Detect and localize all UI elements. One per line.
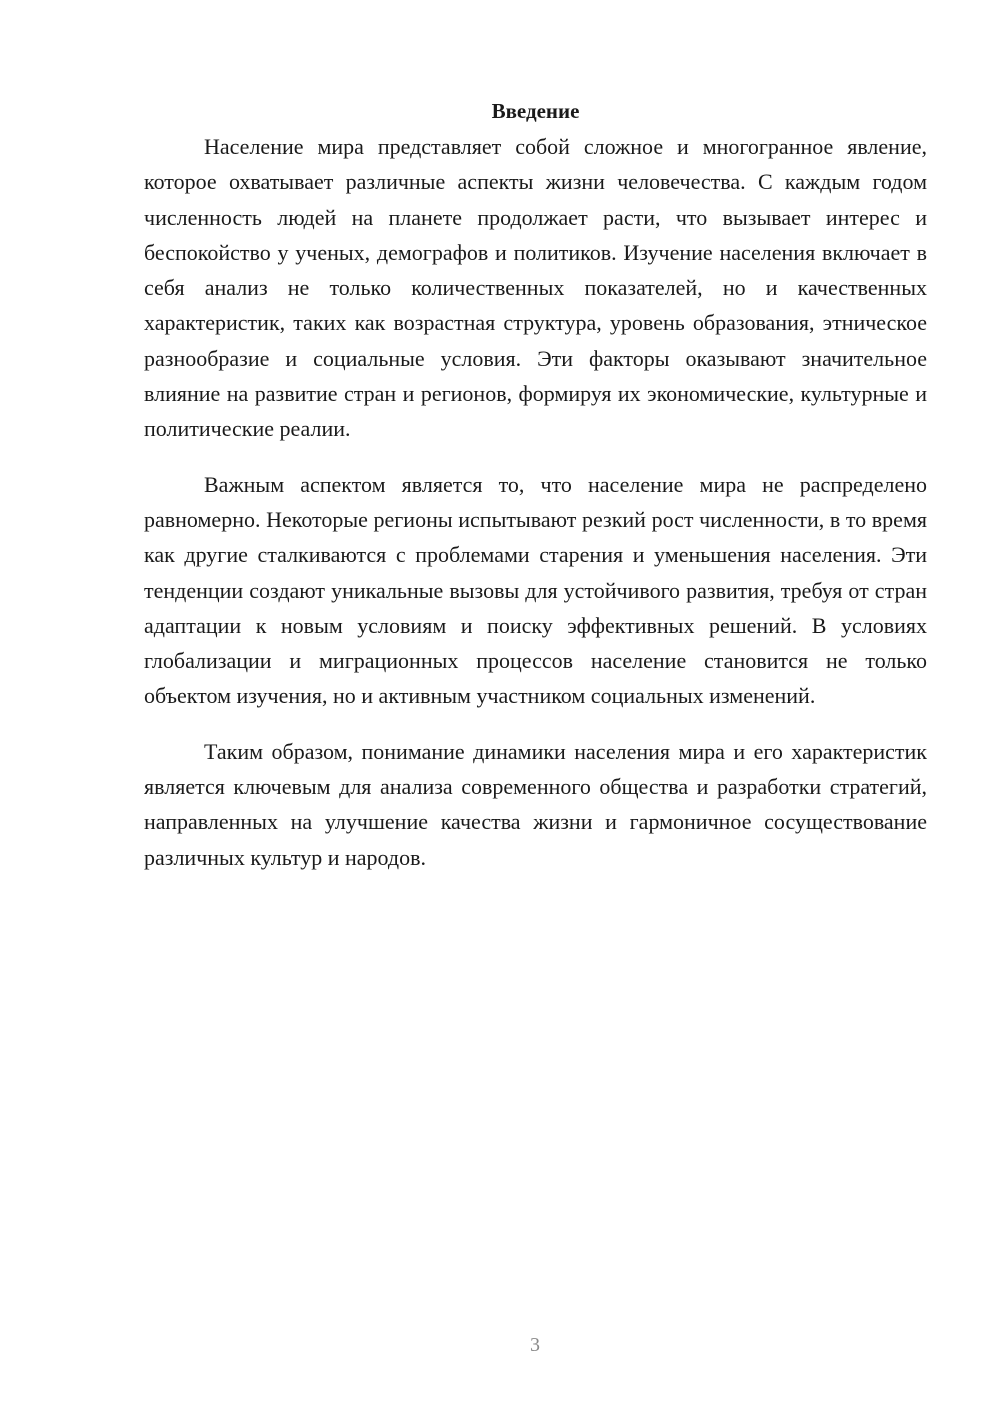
paragraph-3: Таким образом, понимание динамики населения мира и его характеристик является ключевым для анализа современного общества и разработки стратегий, направленных на улучшение качества жизни и гармоничное сосуществование различных культур и народов. xyxy=(144,738,927,870)
page-number: 3 xyxy=(530,1334,540,1356)
document-body xyxy=(144,94,927,875)
section-heading: Введение xyxy=(491,99,580,123)
paragraph-1: Население мира представляет собой сложное и многогранное явление, которое охватывает различные аспекты жизни человечества. С каждым годом численность людей на планете продолжает расти, что вызывает интерес и беспокойство у ученых, демографов и политиков. Изучение населения включает в себя анализ не только количественных показателей, но и качественных характеристик, таких как возрастная структура, уровень образования, этническое разнообразие и социальные условия. Эти факторы оказывают значительное влияние на развитие стран и регионов, формируя их экономические, культурные и политические реалии. xyxy=(144,134,927,442)
paragraph-2: Важным аспектом является то, что население мира не распределено равномерно. Некоторые регионы испытывают резкий рост численности, в то время как другие сталкиваются с проблемами старения и уменьшения населения. Эти тенденции создают уникальные вызовы для устойчивого развития, требуя от стран адаптации к новым условиям и поиску эффективных решений. В условиях глобализации и миграционных процессов население становится не только объектом изучения, но и активным участником социальных изменений. xyxy=(144,471,927,709)
